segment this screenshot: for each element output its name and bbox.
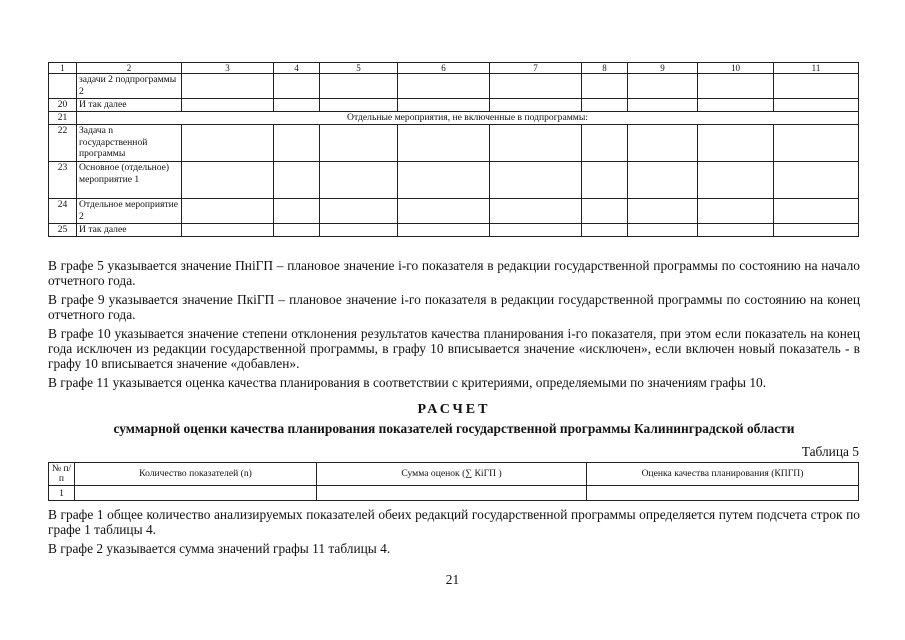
- col-header: 7: [490, 63, 582, 74]
- table-caption: Таблица 5: [801, 444, 859, 459]
- row-label: И так далее: [77, 224, 182, 237]
- row-number: [49, 74, 77, 99]
- col-header: Количество показателей (n): [75, 463, 317, 486]
- paragraph: В графе 9 указывается значение ПкiГП – плановое значение i-го показателя в редакции государственной программы по состоянию на конец отчетного года.: [48, 292, 860, 322]
- col-header: 8: [582, 63, 628, 74]
- row-number: 25: [49, 224, 77, 237]
- table-row: [49, 486, 859, 501]
- paragraph: В графе 1 общее количество анализируемых показателей обеих редакций государственной программы определяется путем подсчета строк по графе 1 таблицы 4.: [48, 507, 860, 537]
- section-subtitle: суммарной оценки качества планирования показателей государственной программы Калининградской области: [113, 421, 795, 436]
- table-row: [49, 74, 859, 99]
- table-cell: 1: [49, 486, 75, 501]
- col-header: 1: [49, 63, 77, 74]
- table-row: [49, 112, 859, 125]
- col-header: 9: [628, 63, 698, 74]
- row-number: 23: [49, 162, 77, 199]
- indicators-table: [48, 62, 859, 237]
- col-header: 11: [774, 63, 859, 74]
- col-header: 6: [398, 63, 490, 74]
- col-header: 4: [274, 63, 320, 74]
- col-header: 5: [320, 63, 398, 74]
- table-header-row: [49, 63, 859, 74]
- col-header: 2: [77, 63, 182, 74]
- paragraph: В графе 10 указывается значение степени отклонения результатов качества планирования i-го показателя, при этом если показатель на конец года исключен из редакции государственной программы, в графу 10 вписывается значение «исключен», если включен новый показатель - в графу 10 вписывается значение «добавлен».: [48, 326, 860, 371]
- col-header: Сумма оценок (∑ КiГП ): [317, 463, 587, 486]
- row-number: 24: [49, 199, 77, 224]
- row-label: И так далее: [77, 99, 182, 112]
- table-row: [49, 99, 859, 112]
- row-label: задачи 2 подпрограммы 2: [77, 74, 182, 99]
- paragraph: В графе 2 указывается сумма значений графы 11 таблицы 4.: [48, 541, 391, 556]
- row-label: Основное (отдельное) мероприятие 1: [77, 162, 182, 199]
- table-row: [49, 125, 859, 162]
- col-header: № п/п: [49, 463, 75, 486]
- table-cell: [587, 486, 859, 501]
- row-label: Задача n государственной программы: [77, 125, 182, 162]
- table-row: [49, 199, 859, 224]
- row-number: 22: [49, 125, 77, 162]
- col-header: Оценка качества планирования (КПГП): [587, 463, 859, 486]
- page-number: 21: [445, 572, 460, 587]
- paragraph: В графе 11 указывается оценка качества планирования в соответствии с критериями, определяемыми по значениям графы 10.: [48, 375, 767, 390]
- table-cell: [317, 486, 587, 501]
- summary-table: [48, 462, 859, 501]
- section-heading: Отдельные мероприятия, не включенные в подпрограммы:: [77, 112, 859, 125]
- section-title: РАСЧЕТ: [417, 402, 491, 417]
- row-number: 20: [49, 99, 77, 112]
- table-header-row: [49, 463, 859, 486]
- row-label: Отдельное мероприятие 2: [77, 199, 182, 224]
- row-number: 21: [49, 112, 77, 125]
- table-row: [49, 224, 859, 237]
- table-row: [49, 162, 859, 199]
- col-header: 3: [182, 63, 274, 74]
- paragraph: В графе 5 указывается значение ПнiГП – плановое значение i-го показателя в редакции государственной программы по состоянию на начало отчетного года.: [48, 258, 860, 288]
- col-header: 10: [698, 63, 774, 74]
- table-cell: [75, 486, 317, 501]
